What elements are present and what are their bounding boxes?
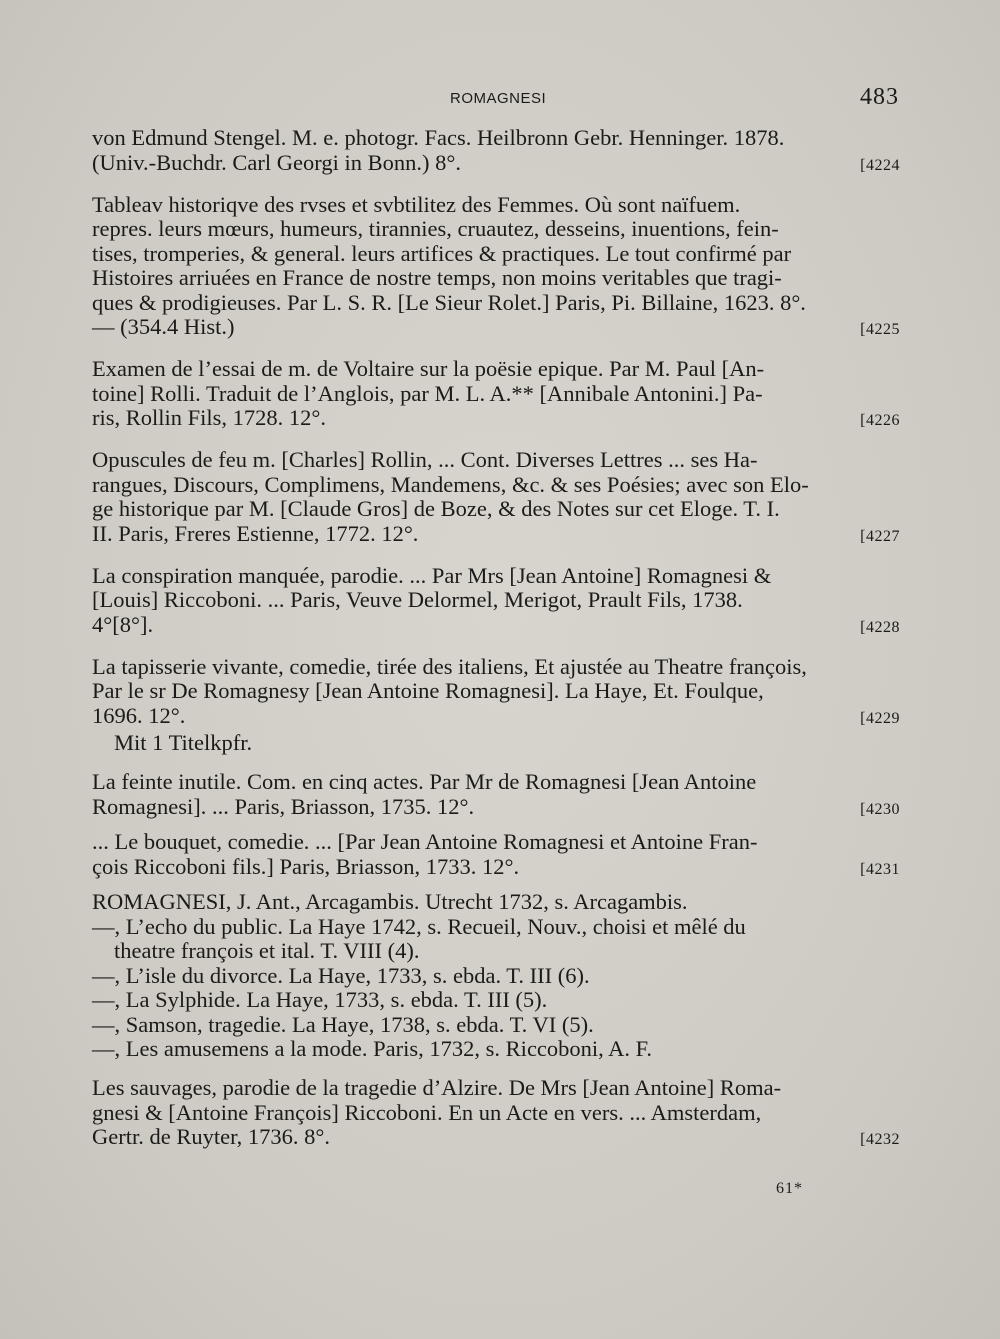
entry-line: gnesi & [Antoine François] Riccoboni. En un Acte en vers. ... Amsterdam, [92, 1099, 762, 1125]
entry-line: — (354.4 Hist.) [4225 [92, 315, 900, 343]
entry-line: Opuscules de feu m. [Charles] Rollin, ... Cont. Diverses Lettres ... ses Ha- [92, 447, 758, 472]
entry-line: ques & prodigieuses. Par L. S. R. [Le Sieur Rolet.] Paris, Pi. Billaine, 1623. 8°. [92, 289, 806, 315]
entry-line: repres. leurs mœurs, humeurs, tirannies, cruautez, desseins, inuentions, fein- [92, 216, 779, 241]
entry-4228 [92, 564, 900, 641]
entry-4225 [92, 193, 900, 343]
entry-line: 1696. 12°. [4229 [92, 704, 900, 732]
entry-line: (Univ.-Buchdr. Carl Georgi in Bonn.) 8°. [4224 [92, 151, 900, 179]
entry-line: von Edmund Stengel. M. e. photogr. Facs. Heilbronn Gebr. Henninger. 1878. [92, 125, 785, 150]
entry-line: ris, Rollin Fils, 1728. 12°. [4226 [92, 406, 900, 434]
entry-line: Par le sr De Romagnesy [Jean Antoine Romagnesi]. La Haye, Et. Foulque, [92, 678, 764, 703]
entry-line: tises, tromperies, & general. leurs artifices & practiques. Le tout confirmé par [92, 240, 792, 266]
entry-note: Mit 1 Titelkpfr. [114, 730, 253, 755]
entry-line: Examen de l’essai de m. de Voltaire sur la poësie epique. Par M. Paul [An- [92, 356, 765, 381]
entry-number: [4232 [860, 1131, 900, 1148]
entry-line: La conspiration manquée, parodie. ... Par Mrs [Jean Antoine] Romagnesi & [92, 562, 772, 588]
running-head [0, 86, 1000, 116]
entry-number: [4226 [860, 412, 900, 429]
entry-4229 [92, 655, 900, 756]
entry-line: Histoires arriuées en France de nostre temps, non moins veritables que tragi- [92, 265, 782, 290]
entry-4230 [92, 770, 900, 822]
cross-reference-block [92, 890, 900, 1062]
entry-line: Tableav historiqve des rvses et svbtilitez des Femmes. Où sont naïfuem. [92, 191, 741, 217]
entry-line: 4°[8°]. [4228 [92, 613, 900, 641]
entry-line: Gertr. de Ruyter, 1736. 8°. [4232 [92, 1125, 900, 1153]
cross-reference-line: —, L’isle du divorce. La Haye, 1733, s. ebda. T. III (6). [92, 962, 590, 988]
entry-4226 [92, 357, 900, 434]
entry-number: [4225 [860, 321, 900, 338]
entry-number: [4228 [860, 618, 900, 636]
entry-4227 [92, 448, 900, 549]
cross-reference-line: —, Samson, tragedie. La Haye, 1738, s. ebda. T. VI (5). [92, 1011, 594, 1037]
cross-reference-line: —, L’echo du public. La Haye 1742, s. Recueil, Nouv., choisi et mêlé du [92, 913, 746, 939]
entry-line: Romagnesi]. ... Paris, Briasson, 1735. 12°. [4230 [92, 795, 900, 823]
cross-reference-line: —, La Sylphide. La Haye, 1733, s. ebda. T. III (5). [92, 987, 548, 1012]
entry-number: [4229 [860, 709, 900, 727]
entry-number: [4231 [860, 860, 900, 878]
entry-line: La tapisserie vivante, comedie, tirée des italiens, Et ajustée au Theatre françois, [92, 653, 807, 679]
entry-number: [4224 [860, 156, 900, 174]
signature-mark: 61* [776, 1180, 803, 1197]
entry-4224 [92, 126, 900, 178]
entry-line: çois Riccoboni fils.] Paris, Briasson, 1733. 12°. [4231 [92, 855, 900, 883]
entry-line: ... Le bouquet, comedie. ... [Par Jean Antoine Romagnesi et Antoine Fran- [92, 829, 758, 854]
cross-reference-line: ROMAGNESI, J. Ant., Arcagambis. Utrecht 1732, s. Arcagambis. [92, 889, 688, 914]
entry-4231 [92, 830, 900, 882]
entry-number: [4227 [860, 527, 900, 545]
entry-4232 [92, 1076, 900, 1153]
page-number: 483 [860, 84, 899, 110]
entry-line: ge historique par M. [Claude Gros] de Boze, & des Notes sur cet Eloge. T. I. [92, 496, 780, 521]
cross-reference-line: theatre françois et ital. T. VIII (4). [114, 938, 420, 963]
entry-line: Les sauvages, parodie de la tragedie d’Alzire. De Mrs [Jean Antoine] Roma- [92, 1075, 782, 1100]
running-title: ROMAGNESI [450, 90, 547, 107]
entry-line: toine] Rolli. Traduit de l’Anglois, par M. L. A.** [Annibale Antonini.] Pa- [92, 380, 763, 406]
cross-reference-line: —, Les amusemens a la mode. Paris, 1732, s. Riccoboni, A. F. [92, 1036, 653, 1061]
entry-number: [4230 [860, 800, 900, 818]
entry-line: rangues, Discours, Complimens, Mandemens, &c. & ses Poésies; avec son Elo- [92, 471, 809, 497]
bibliography-entries [92, 126, 900, 1167]
entry-line: [Louis] Riccoboni. ... Paris, Veuve Delormel, Merigot, Prault Fils, 1738. [92, 587, 743, 612]
entry-line: La feinte inutile. Com. en cinq actes. Par Mr de Romagnesi [Jean Antoine [92, 769, 757, 794]
entry-line: II. Paris, Freres Estienne, 1772. 12°. [4227 [92, 522, 900, 550]
